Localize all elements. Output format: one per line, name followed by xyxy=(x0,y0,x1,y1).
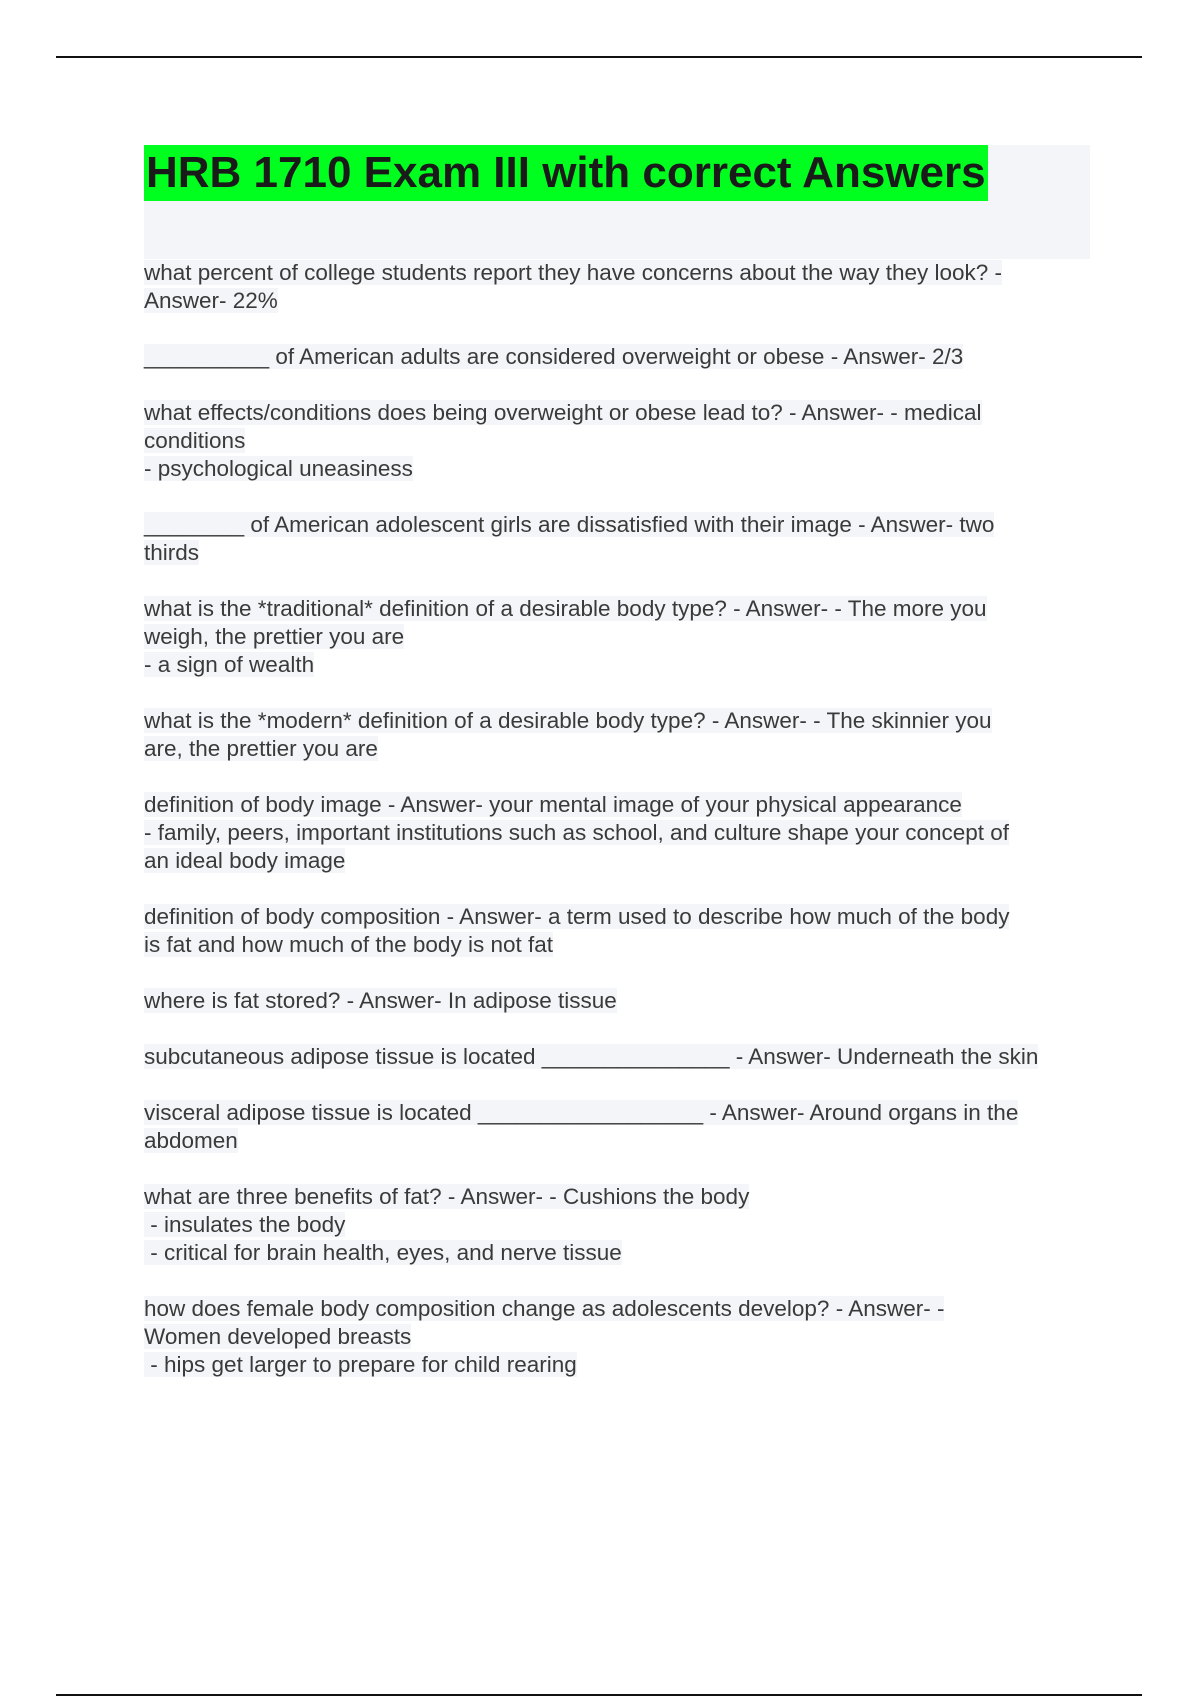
qa-line xyxy=(144,819,1084,847)
qa-line-text: __________ of American adults are considered overweight or obese - Answer- 2/3 xyxy=(144,344,964,369)
qa-line-text: subcutaneous adipose tissue is located _______________ - Answer- Underneath the skin xyxy=(144,1044,1039,1069)
qa-line xyxy=(144,931,1084,959)
qa-line-text: - insulates the body xyxy=(144,1212,346,1237)
qa-line xyxy=(144,735,1084,763)
qa-entry xyxy=(144,1183,1084,1267)
qa-line xyxy=(144,259,1084,287)
document-body xyxy=(144,145,1090,1407)
bottom-rule xyxy=(56,1694,1142,1696)
qa-line xyxy=(144,399,1084,427)
qa-line-text: where is fat stored? - Answer- In adipose tissue xyxy=(144,988,617,1013)
qa-line xyxy=(144,987,1084,1015)
qa-entry xyxy=(144,343,1084,371)
qa-line xyxy=(144,1183,1084,1211)
qa-line xyxy=(144,455,1084,483)
qa-entry xyxy=(144,1043,1084,1071)
qa-line-text: is fat and how much of the body is not fat xyxy=(144,932,553,957)
qa-line-text: ________ of American adolescent girls are dissatisfied with their image - Answer- two xyxy=(144,512,995,537)
qa-line xyxy=(144,1127,1084,1155)
qa-line-text: visceral adipose tissue is located __________________ - Answer- Around organs in the xyxy=(144,1100,1019,1125)
qa-line xyxy=(144,847,1084,875)
qa-entry xyxy=(144,791,1084,875)
qa-entry xyxy=(144,903,1084,959)
qa-line-text: how does female body composition change as adolescents develop? - Answer- - xyxy=(144,1296,945,1321)
qa-entry xyxy=(144,595,1084,679)
qa-list xyxy=(144,259,1090,1379)
qa-line xyxy=(144,539,1084,567)
qa-entry xyxy=(144,1099,1084,1155)
qa-line-text: what effects/conditions does being overweight or obese lead to? - Answer- - medical xyxy=(144,400,982,425)
qa-line-text: - a sign of wealth xyxy=(144,652,315,677)
qa-line xyxy=(144,903,1084,931)
qa-entry xyxy=(144,987,1084,1015)
qa-line-text: definition of body image - Answer- your mental image of your physical appearance xyxy=(144,792,962,817)
qa-line xyxy=(144,1043,1084,1071)
qa-line-text: are, the prettier you are xyxy=(144,736,378,761)
qa-line-text: - critical for brain health, eyes, and nerve tissue xyxy=(144,1240,622,1265)
qa-line-text: - hips get larger to prepare for child rearing xyxy=(144,1352,577,1377)
qa-line xyxy=(144,707,1084,735)
title-band xyxy=(144,145,1090,259)
qa-line xyxy=(144,595,1084,623)
qa-line-text: what percent of college students report they have concerns about the way they look? - xyxy=(144,260,1003,285)
qa-line xyxy=(144,651,1084,679)
qa-line-text: thirds xyxy=(144,540,200,565)
qa-line xyxy=(144,1211,1084,1239)
qa-line xyxy=(144,511,1084,539)
qa-line-text: an ideal body image xyxy=(144,848,346,873)
qa-line xyxy=(144,343,1084,371)
qa-line xyxy=(144,1099,1084,1127)
qa-line-text: definition of body composition - Answer- a term used to describe how much of the body xyxy=(144,904,1010,929)
qa-line xyxy=(144,1351,1084,1379)
qa-line xyxy=(144,1323,1084,1351)
qa-entry xyxy=(144,707,1084,763)
document-title: HRB 1710 Exam III with correct Answers xyxy=(144,145,988,201)
qa-entry xyxy=(144,259,1084,315)
qa-line-text: abdomen xyxy=(144,1128,238,1153)
qa-line-text: conditions xyxy=(144,428,246,453)
qa-line-text: - family, peers, important institutions such as school, and culture shape your concept of xyxy=(144,820,1010,845)
qa-line-text: - psychological uneasiness xyxy=(144,456,413,481)
qa-line-text: weigh, the prettier you are xyxy=(144,624,405,649)
qa-line-text: what is the *traditional* definition of a desirable body type? - Answer- - The more you xyxy=(144,596,987,621)
qa-entry xyxy=(144,399,1084,483)
qa-line xyxy=(144,1295,1084,1323)
qa-line-text: what is the *modern* definition of a desirable body type? - Answer- - The skinnier you xyxy=(144,708,992,733)
qa-line xyxy=(144,623,1084,651)
qa-line-text: Women developed breasts xyxy=(144,1324,412,1349)
qa-line-text: what are three benefits of fat? - Answer- - Cushions the body xyxy=(144,1184,750,1209)
top-rule xyxy=(56,56,1142,58)
qa-line xyxy=(144,287,1084,315)
qa-line xyxy=(144,1239,1084,1267)
qa-line-text: Answer- 22% xyxy=(144,288,278,313)
qa-entry xyxy=(144,511,1084,567)
qa-line xyxy=(144,427,1084,455)
qa-line xyxy=(144,791,1084,819)
qa-entry xyxy=(144,1295,1084,1379)
